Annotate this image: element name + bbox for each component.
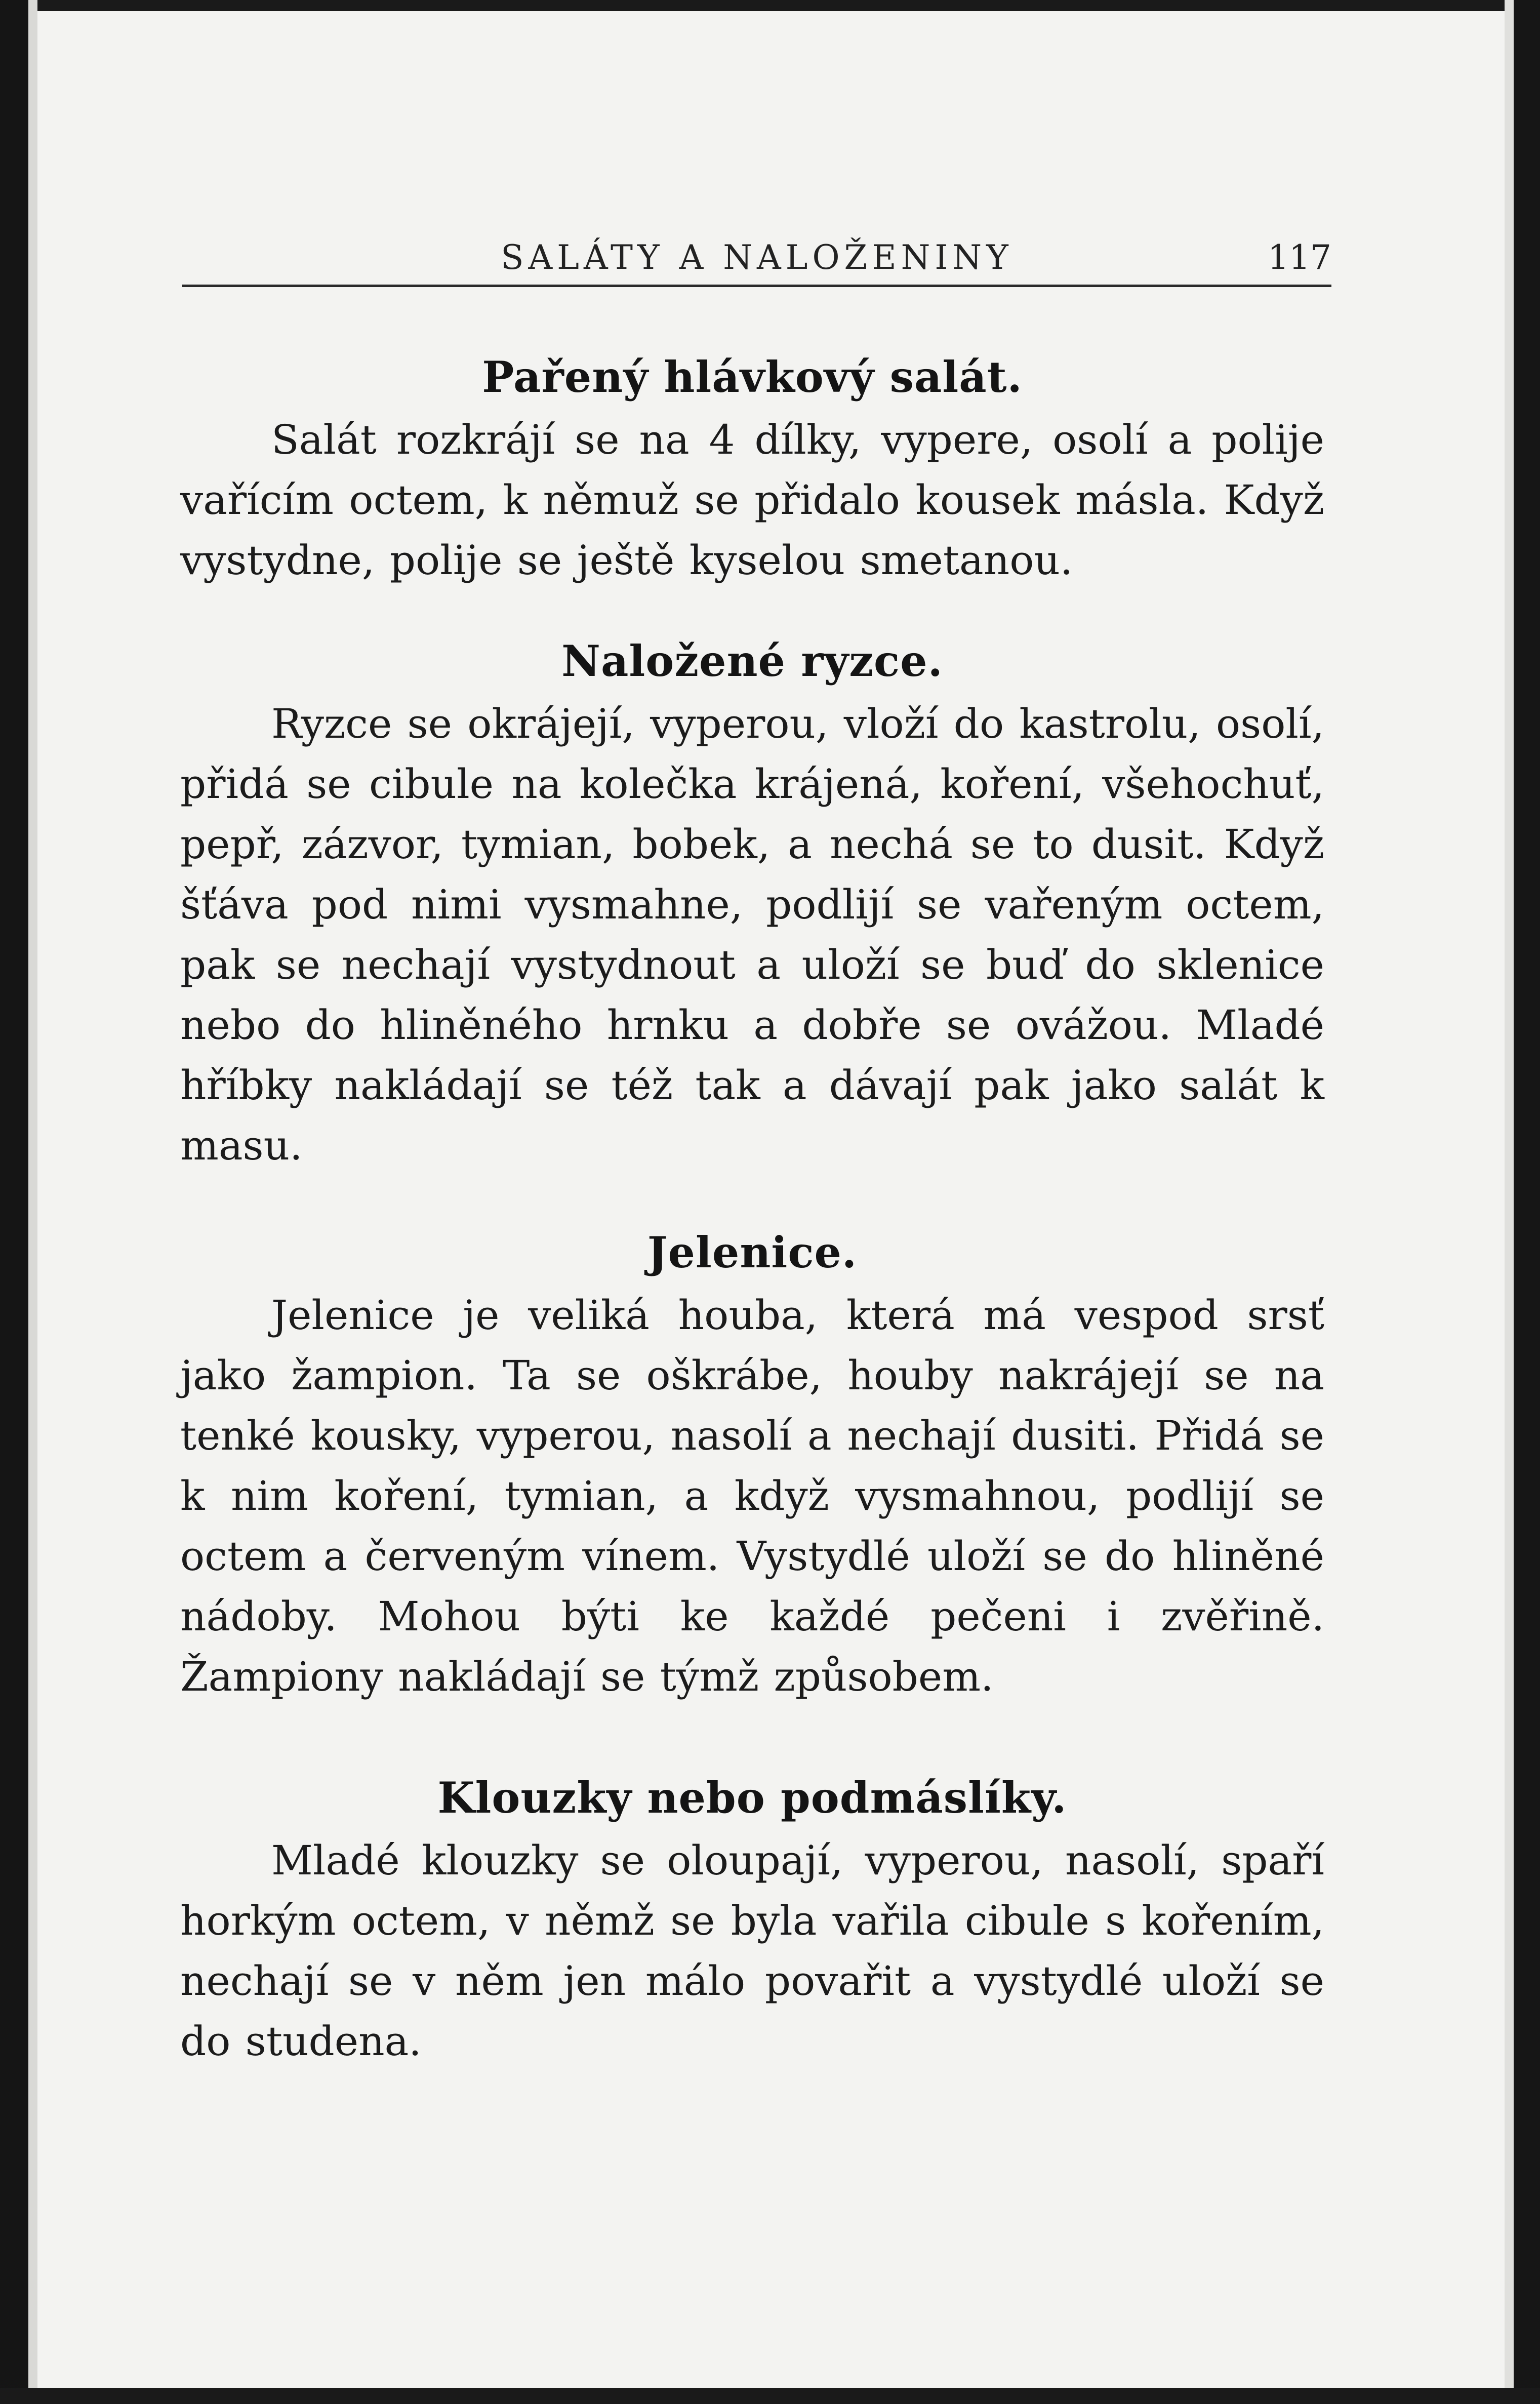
section-spacer: [180, 1176, 1324, 1222]
section-paragraph: Mladé klouzky se oloupají, vyperou, nasolí, spaří horkým octem, v němž se byla vařila cibule s kořením, nechají se v něm jen málo povařit a vystydlé uloží se do studena.: [180, 1837, 1324, 2065]
header-rule: [182, 285, 1331, 287]
scan-right-margin: [1505, 0, 1514, 2404]
scan-left-edge: [0, 0, 28, 2404]
section-paragraph: Jelenice je veliká houba, která má vespod srsť jako žampion. Ta se oškrábe, houby nakrájejí se na tenké kousky, vyperou, nasolí a nechají dusiti. Přidá se k nim koření, tymian, a když vysmahnou, podlijí se octem a červeným vínem. Vystydlé uloží se do hliněné nádoby. Mohou býti ke každé pečeni i zvěřině. Žampiony nakládají se týmž způsobem.: [180, 1292, 1324, 1700]
page-content: [180, 347, 1324, 2071]
section-paragraph: Ryzce se okrájejí, vyperou, vloží do kastrolu, osolí, přidá se cibule na kolečka krájená, koření, všehochuť, pepř, zázvor, tymian, bobek, a nechá se to dusit. Když šťáva pod nimi vysmahne, podlijí se vařeným octem, pak se nechají vystydnout a uloží se buď do sklenice nebo do hliněného hrnku a dobře se ovážou. Mladé hříbky nakládají se též tak a dávají pak jako salát k masu.: [180, 700, 1324, 1169]
scan-right-edge: [1514, 0, 1540, 2404]
section-title: Pařený hlávkový salát.: [482, 352, 1023, 402]
section-title: Klouzky nebo podmáslíky.: [437, 1773, 1067, 1823]
scan-left-margin: [28, 0, 37, 2404]
section-klouzky-nebo-podmasliky: [180, 1768, 1324, 2071]
page-number: 117: [1268, 238, 1331, 277]
scan-top-edge: [0, 0, 1540, 11]
section-title: Naložené ryzce.: [561, 636, 943, 686]
section-spacer: [180, 590, 1324, 631]
section-nalozene-ryzce: [180, 631, 1324, 1176]
section-jelenice: [180, 1222, 1324, 1707]
section-pareny-hlavkovy-salat: [180, 347, 1324, 590]
page-header: [182, 228, 1331, 294]
running-head: SALÁTY A NALOŽENINY: [501, 238, 1013, 277]
section-title: Jelenice.: [647, 1227, 858, 1277]
scan-bottom-edge: [0, 2388, 1540, 2404]
section-paragraph: Salát rozkrájí se na 4 dílky, vypere, osolí a polije vařícím octem, k němuž se přidalo kousek másla. Když vystydne, polije se ještě kyselou smetanou.: [180, 416, 1324, 584]
section-spacer: [180, 1707, 1324, 1768]
